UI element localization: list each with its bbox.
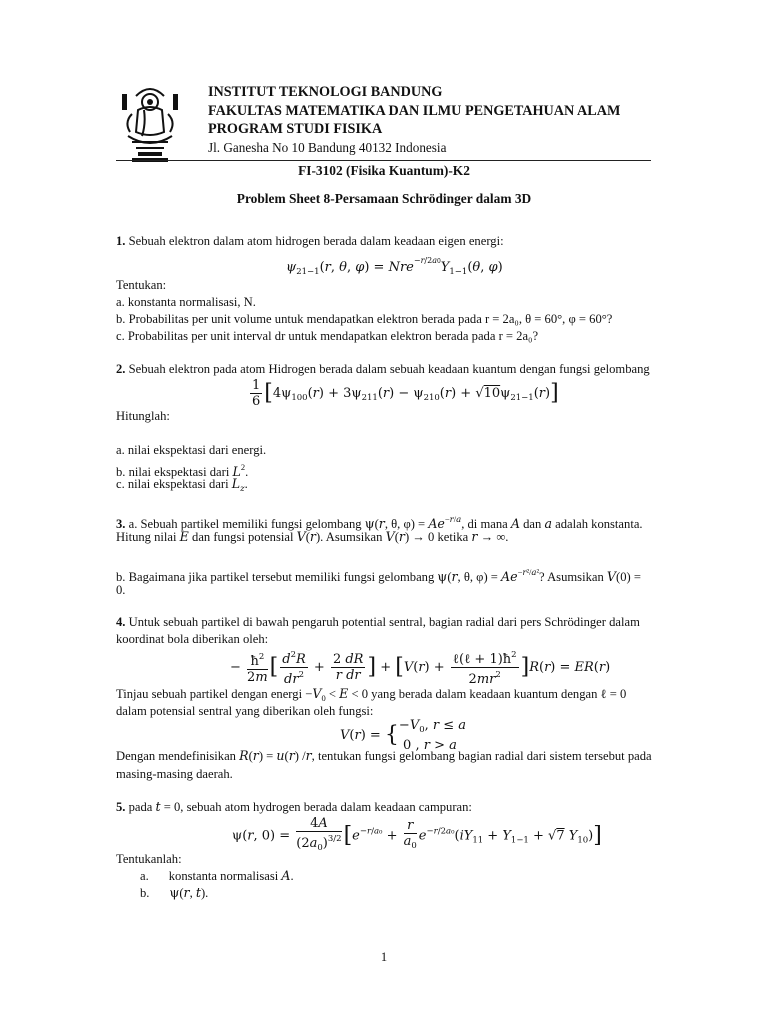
problem-5-equation: ψ(r, 0) = $\frac{4A}{(2a_0)^{3/2}}$ [$e^{-r/a_0}$ + $\frac{r}{a_0}$ $e^{-r/2a_0}(iY_{11} + Y_{1-1} + √7$ $Y_{10}$)] <box>232 816 602 853</box>
problem-5-intro: 5. pada t = 0, sebuah atom hydrogen berada dalam keadaan campuran: <box>116 799 472 814</box>
problem-5b: b. ψ(r, t). <box>140 885 209 900</box>
problem-4-def2: masing-masing daerah. <box>116 767 233 781</box>
sheet-title: Problem Sheet 8-Persamaan Schrödinger dalam 3D <box>236 191 532 206</box>
problem-4-tinjau2: dalam potensial sentral yang diberikan oleh fungsi: <box>116 704 374 718</box>
problem-1-intro: 1. Sebuah elektron dalam atom hidrogen berada dalam keadaan eigen energi: <box>116 234 504 248</box>
course-title: FI-3102 (Fisika Kuantum)-K2 <box>298 163 470 178</box>
problem-3a-line2: Hitung nilai E dan fungsi potensial V(r). Asumsikan V(r) → 0 ketika r → ∞. <box>116 529 509 544</box>
problem-3b-line1: b. Bagaimana jika partikel tersebut memiliki fungsi gelombang ψ(r, θ, $\varphi) = Ae^{-r^2/a^2}$? Asumsikan V(0) = <box>116 567 641 584</box>
address: Jl. Ganesha No 10 Bandung 40132 Indonesia <box>208 139 447 155</box>
itb-ganesha-logo <box>118 80 182 166</box>
problem-2-equation: $\frac{1}{6}$ $[4\psi_{100}(r) + 3\psi_{211}(r) - \psi_{210}(r) + √10\psi_{21-1}(r)]$ <box>252 378 559 409</box>
program-name: PROGRAM STUDI FISIKA <box>208 121 383 137</box>
problem-5-tentukanlah: Tentukanlah: <box>116 852 182 866</box>
problem-4-radial-equation: − $\frac{ħ^2}{2m}$ [ $\frac{d^2R}{dr^2}$ + $\frac{2 dR}{\text{r dr}}$ ] + [V(r) + $\frac{\ell(\ell + 1)ħ^2}{2mr^2}$ ]R(r) = ER(r) <box>230 650 611 687</box>
problem-5a: a. konstanta normalisasi A. <box>140 868 294 883</box>
problem-3a-line1: 3. a. Sebuah partikel memiliki fungsi gelombang ψ(r, θ, $\varphi) = Ae^{-r/a}$, di mana A dan a adalah konstanta. <box>116 514 643 531</box>
header-divider <box>116 160 651 161</box>
problem-2b: b. nilai ekspektasi dari $L^2$. <box>116 462 249 479</box>
institution-header <box>208 83 620 157</box>
page-number: 1 <box>380 950 388 964</box>
faculty-name: FAKULTAS MATEMATIKA DAN ILMU PENGETAHUAN ALAM <box>208 102 621 119</box>
problem-4-intro2: koordinat bola diberikan oleh: <box>116 632 269 646</box>
problem-4-intro1: 4. Untuk sebuah partikel di bawah pengaruh potential sentral, bagian radial dari pers Schrödinger dalam <box>116 615 640 629</box>
problem-1c: c. Probabilitas per unit interval dr untuk mendapatkan elektron berada pada r = 2a₀? <box>116 329 539 343</box>
problem-1a: a. konstanta normalisasi, N. <box>116 295 256 309</box>
problem-4-tinjau1: Tinjau sebuah partikel dengan energi $-V_0 < E < 0$ yang berada dalam keadaan kuantum dengan ℓ = 0 <box>116 686 627 703</box>
institution-name: INSTITUT TEKNOLOGI BANDUNG <box>208 84 443 100</box>
problem-2c: c. nilai ekspektasi dari $L_z$. <box>116 476 248 494</box>
problem-4-def1: Dengan mendefinisikan R(r) = u(r) /r, tentukan fungsi gelombang bagian radial dari sistem tersebut pada <box>116 748 652 763</box>
problem-3b-line2: 0. <box>116 583 126 597</box>
problem-4-potential: $V(r) = \{-V_0$, r ≤ a 0 , r > a <box>340 718 467 753</box>
problem-1b: b. Probabilitas per unit volume untuk mendapatkan elektron berada pada r = 2a₀, θ = 60°, φ = 60°? <box>116 312 613 326</box>
problem-2a: a. nilai ekspektasi dari energi. <box>116 443 267 457</box>
problem-1-tentukan: Tentukan: <box>116 278 167 292</box>
problem-1-equation: $\psi_{21-1}(r$, θ, $\varphi) = Nre^{-r/2a0}Y_{1-1}(\theta$, φ) <box>286 256 503 277</box>
problem-2-hitunglah: Hitunglah: <box>116 409 170 423</box>
problem-2-intro: 2. Sebuah elektron pada atom Hidrogen berada dalam sebuah keadaan kuantum dengan fungsi gelombang <box>116 362 650 376</box>
